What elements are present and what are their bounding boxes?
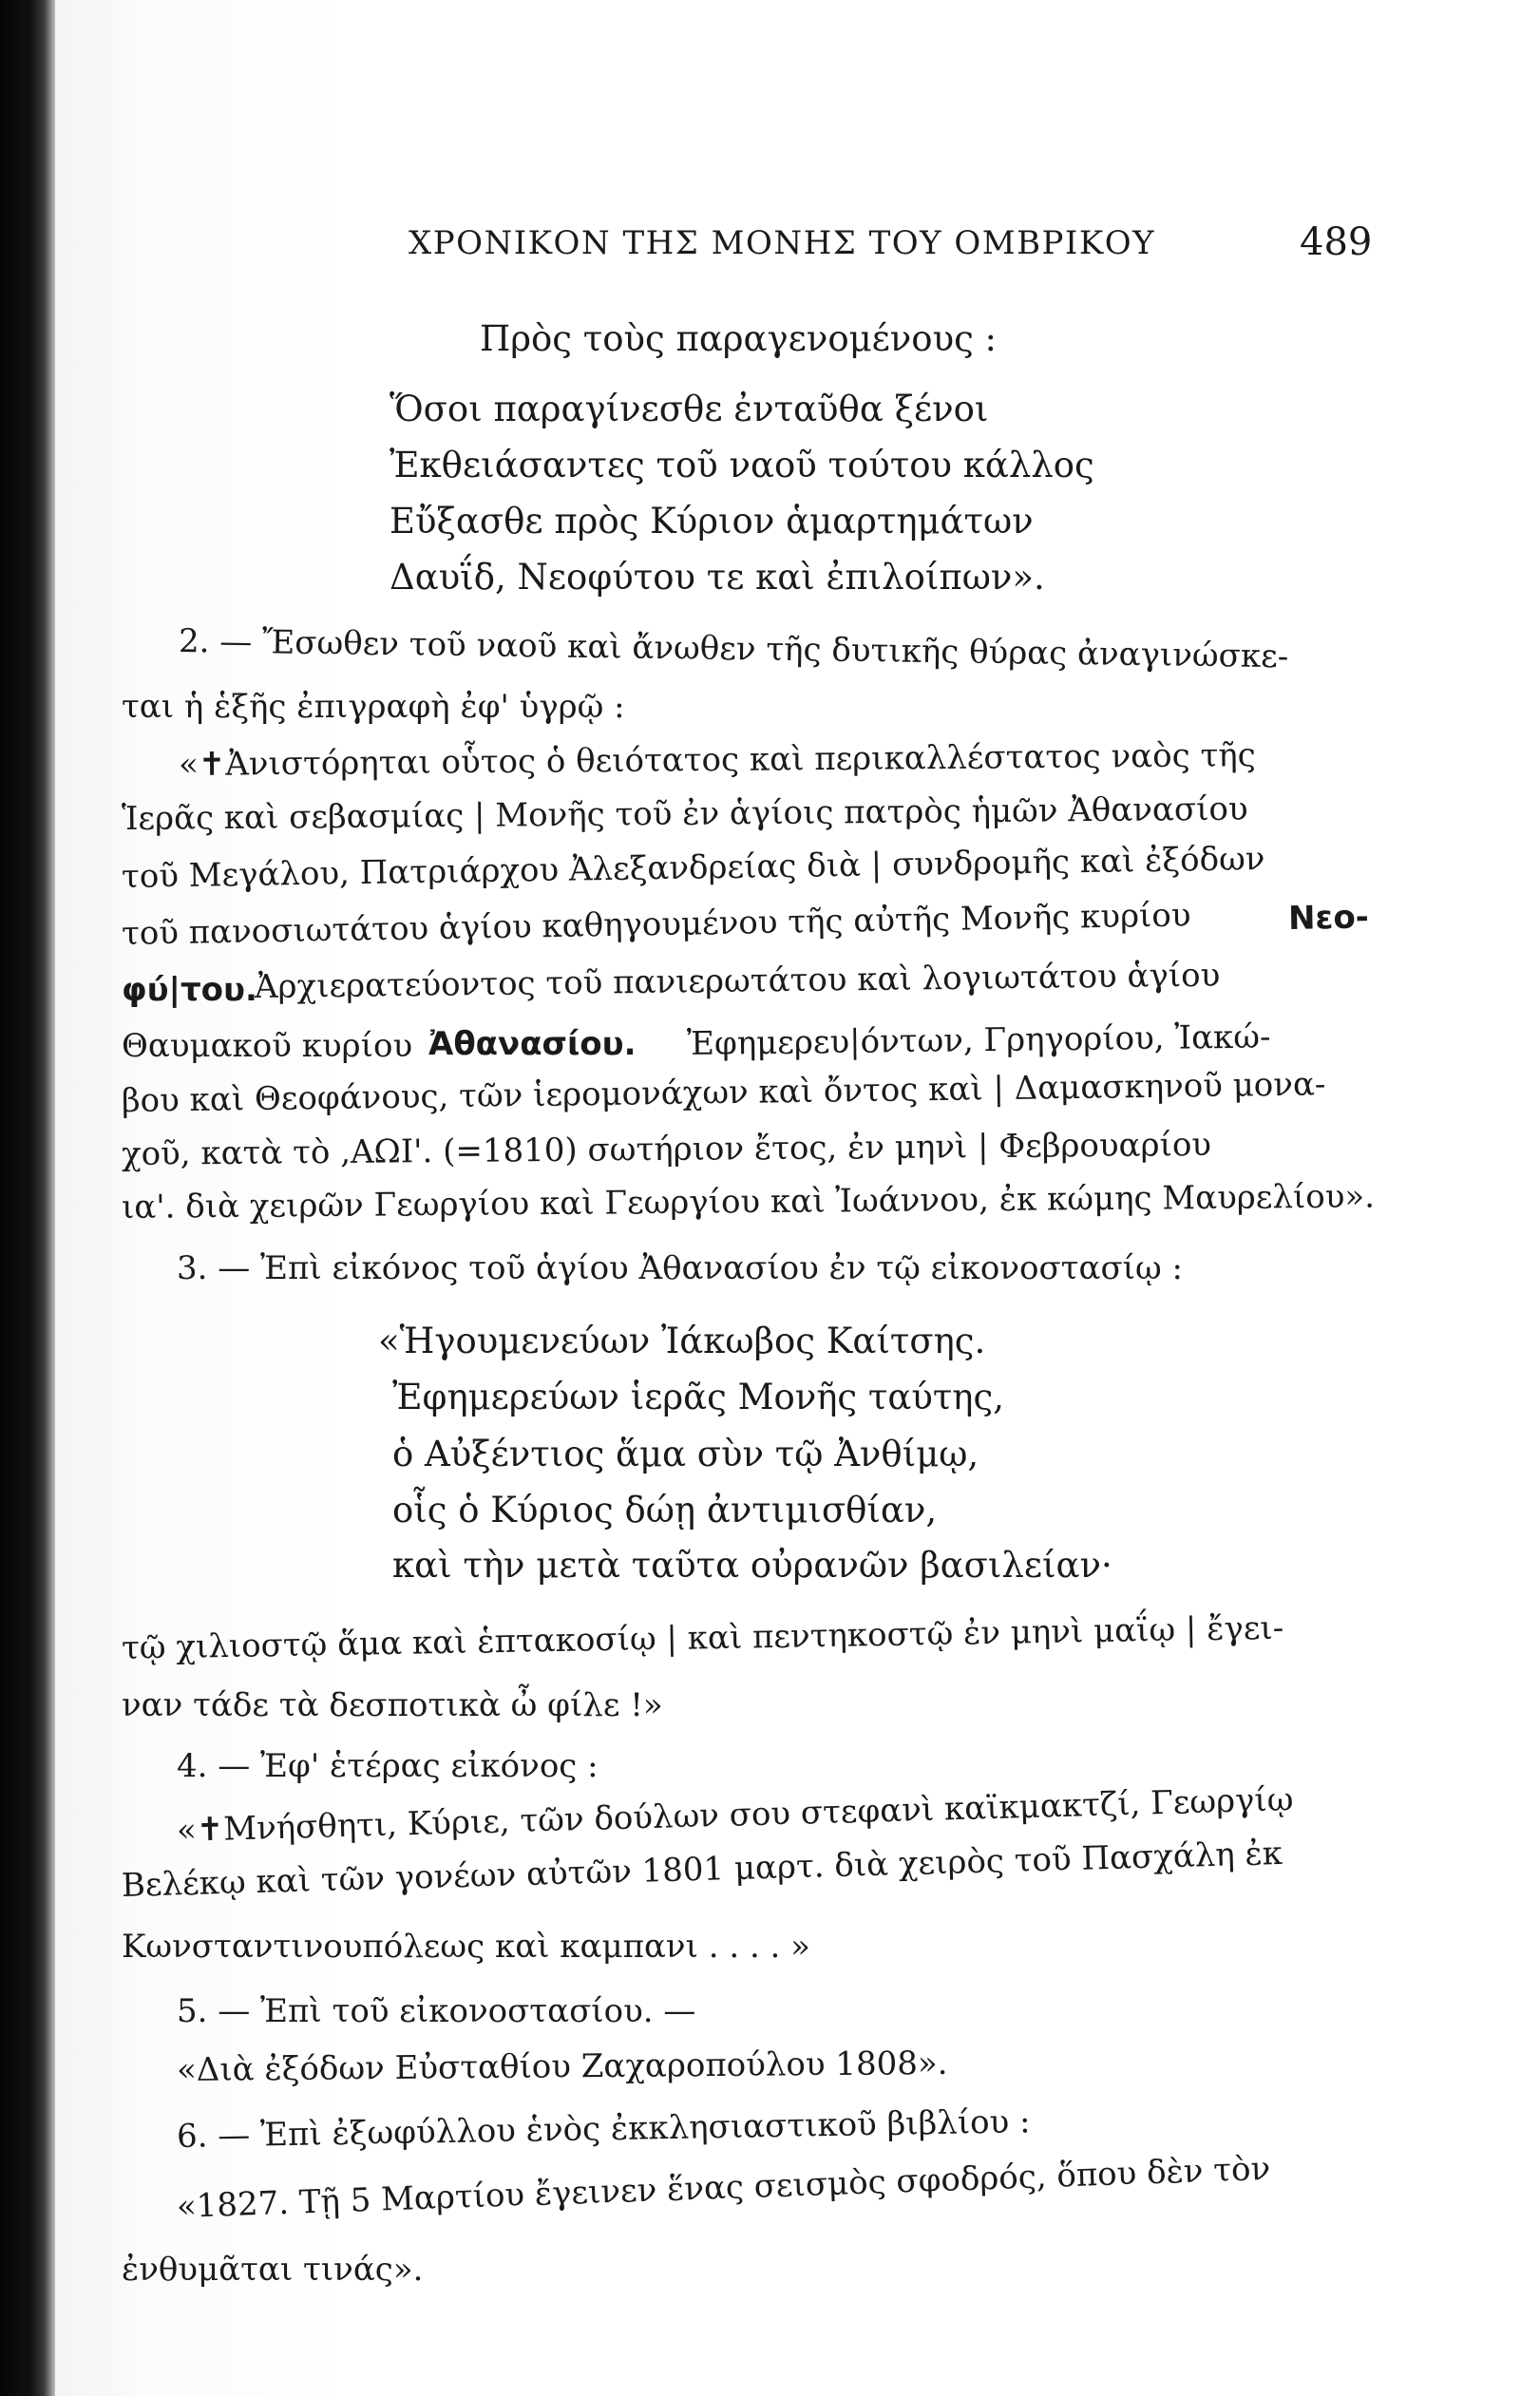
bold-name: Ἀθανασίου.: [428, 1025, 637, 1063]
text-line: 6. — Ἐπὶ ἐξωφύλλου ἑνὸς ἐκκλησιαστικοῦ βιβλίου :: [176, 2102, 1031, 2156]
text-line: ναν τάδε τὰ δεσποτικὰ ὦ φίλε !»: [122, 1686, 663, 1724]
text-line: ται ἡ ἑξῆς ἐπιγραφὴ ἐφ' ὑγρῷ :: [122, 688, 625, 726]
page-number: 489: [1300, 220, 1373, 264]
text-line: Ἐφημερεύων ἱερᾶς Μονῆς ταύτης,: [392, 1377, 1004, 1417]
book-page: [55, 0, 1540, 2396]
text-line: Κωνσταντινουπόλεως καὶ καμπανι . . . . »: [122, 1928, 810, 1966]
text-line: Ὅσοι παραγίνεσθε ἐνταῦθα ξένοι: [390, 389, 989, 429]
text-line: 2. — Ἔσωθεν τοῦ ναοῦ καὶ ἄνωθεν τῆς δυτικῆς θύρας ἀναγινώσκε-: [178, 622, 1289, 676]
text-line: οἷς ὁ Κύριος δώῃ ἀντιμισθίαν,: [392, 1490, 938, 1531]
text-line: «✝Ἀνιστόρηται οὗτος ὁ θειότατος καὶ περικαλλέστατος ναὸς τῆς: [178, 736, 1256, 784]
text-line: «Διὰ ἐξόδων Εὐσταθίου Ζαχαροπούλου 1808».: [176, 2044, 948, 2089]
text-line: τοῦ πανοσιωτάτου ἁγίου καθηγουμένου τῆς αὐτῆς Μονῆς κυρίου: [121, 896, 1191, 953]
book-binding-edge: [0, 0, 55, 2396]
text-line: Ἱερᾶς καὶ σεβασμίας | Μονῆς τοῦ ἐν ἁγίοις πατρὸς ἡμῶν Ἀθανασίου: [121, 789, 1248, 838]
text-line: «✝Μνήσθητι, Κύριε, τῶν δούλων σου στεφανὶ καϊκμακτζί, Γεωργίῳ: [176, 1780, 1294, 1850]
text-line: τῷ χιλιοστῷ ἅμα καὶ ἑπτακοσίῳ | καὶ πεντηκοστῷ ἐν μηνὶ μαΐῳ | ἔγει-: [121, 1608, 1284, 1667]
text-line: ὁ Αὐξέντιος ἅμα σὺν τῷ Ἀνθίμῳ,: [392, 1434, 979, 1474]
text-line: ια'. διὰ χειρῶν Γεωργίου καὶ Γεωργίου καὶ Ἰωάννου, ἐκ κώμης Μαυρελίου».: [121, 1177, 1376, 1227]
text-line: 3. — Ἐπὶ εἰκόνος τοῦ ἁγίου Ἀθανασίου ἐν τῷ εἰκονοστασίῳ :: [177, 1249, 1183, 1287]
running-head: ΧΡΟΝΙΚΟΝ ΤΗΣ ΜΟΝΗΣ ΤΟΥ ΟΜΒΡΙΚΟΥ: [409, 224, 1156, 262]
text-line: «Ἡγουμενεύων Ἰάκωβος Καίτσης.: [378, 1321, 986, 1361]
text-line: Ἐκθειάσαντες τοῦ ναοῦ τούτου κάλλος: [390, 445, 1094, 485]
text-line: Ἀρχιερατεύοντος τοῦ πανιερωτάτου καὶ λογιωτάτου ἁγίου: [254, 956, 1221, 1006]
text-line: «1827. Τῇ 5 Μαρτίου ἔγεινεν ἕνας σεισμὸς σφοδρός, ὅπου δὲν τὸν: [176, 2149, 1271, 2226]
text-line: χοῦ, κατὰ τὸ ,ΑΩΙ'. (=1810) σωτήριον ἔτος, ἐν μηνὶ | Φεβρουαρίου: [121, 1125, 1212, 1173]
text-line: Βελέκῳ καὶ τῶν γονέων αὐτῶν 1801 μαρτ. διὰ χειρὸς τοῦ Πασχάλη ἐκ: [121, 1834, 1283, 1905]
bold-name-fragment: Νεο-: [1287, 898, 1370, 938]
text-line: Θαυμακοῦ κυρίου: [122, 1027, 413, 1065]
text-line: τοῦ Μεγάλου, Πατριάρχου Ἀλεξανδρείας διὰ | συνδρομῆς καὶ ἐξόδων: [121, 840, 1265, 896]
text-line: Πρὸς τοὺς παραγενομένους :: [480, 318, 998, 359]
text-line: Δαυΐδ, Νεοφύτου τε καὶ ἐπιλοίπων».: [390, 557, 1045, 598]
text-line: 5. — Ἐπὶ τοῦ εἰκονοστασίου. —: [177, 1992, 696, 2030]
text-line: Εὔξασθε πρὸς Κύριον ἁμαρτημάτων: [390, 501, 1034, 542]
text-line: ἐνθυμᾶται τινάς».: [122, 2251, 424, 2289]
text-line: βου καὶ Θεοφάνους, τῶν ἱερομονάχων καὶ ὄντος καὶ | Δαμασκηνοῦ μονα-: [121, 1065, 1326, 1120]
bold-name-fragment: φύ|του.: [122, 971, 257, 1009]
text-line: Ἐφημερευ|όντων, Γρηγορίου, Ἰακώ-: [686, 1017, 1271, 1063]
text-line: 4. — Ἐφ' ἑτέρας εἰκόνος :: [177, 1747, 599, 1785]
text-line: καὶ τὴν μετὰ ταῦτα οὐρανῶν βασιλείαν·: [392, 1545, 1112, 1586]
